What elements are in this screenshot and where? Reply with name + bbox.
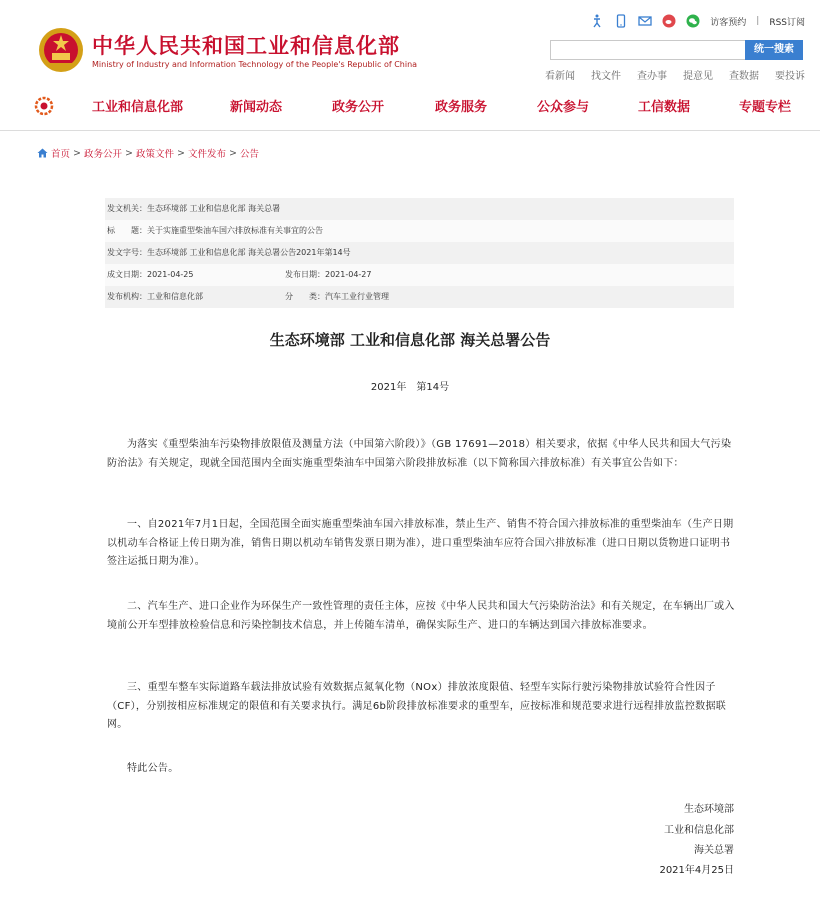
wechat-icon[interactable]	[686, 14, 700, 28]
signature-date: 2021年4月25日	[659, 865, 734, 876]
visit-appointment-link[interactable]: 访客预约	[710, 17, 747, 28]
nav-item-gov-services[interactable]: 政务服务	[435, 100, 488, 115]
breadcrumb-announcement[interactable]: 公告	[239, 149, 259, 160]
meta-row	[105, 220, 734, 242]
breadcrumb	[37, 146, 259, 160]
main-nav	[92, 96, 792, 116]
breadcrumb-separator: >	[73, 147, 81, 159]
paragraph-text: 为落实《重型柴油车污染物排放限值及测量方法（中国第六阶段）》（GB 17691—2018）相关要求，依据《中华人民共和国大气污染防治法》有关规定，现就全国范围内全面实施重型柴油车中国第六阶段排放标准（以下简称国六排放标准）有关事宜公告如下：	[107, 439, 732, 469]
home-icon[interactable]	[37, 148, 48, 158]
meta-row	[105, 198, 734, 220]
breadcrumb-gov-affairs[interactable]: 政务公开	[83, 149, 122, 160]
paragraph-text: 二、汽车生产、进口企业作为环保生产一致性管理的责任主体，应按《中华人民共和国大气污染防治法》和有关规定，在车辆出厂或入境前公开车型排放检验信息和污染控制技术信息，并上传随车清单，确保实际生产、进口的车辆达到国六排放标准要求。	[107, 601, 735, 631]
nav-item-news[interactable]: 新闻动态	[230, 100, 283, 115]
nav-item-data[interactable]: 工信数据	[638, 100, 691, 115]
site-header	[0, 0, 820, 131]
meta-row	[105, 264, 734, 286]
breadcrumb-policy[interactable]: 政策文件	[135, 149, 174, 160]
meta-created-date: 成文日期：2021-04-25	[107, 270, 194, 279]
nav-item-gov-affairs[interactable]: 政务公开	[332, 100, 385, 115]
emblem-icon	[38, 27, 84, 73]
top-toolbar	[590, 12, 805, 30]
meta-row	[105, 286, 734, 308]
breadcrumb-separator: >	[125, 147, 133, 159]
meta-title: 标 题：关于实施重型柴油车国六排放标准有关事宜的公告	[107, 226, 323, 235]
quick-link-complaint[interactable]: 要投诉	[775, 71, 805, 82]
site-title[interactable]: 中华人民共和国工业和信息化部	[92, 34, 400, 58]
signature-customs: 海关总署	[694, 845, 734, 856]
paragraph	[107, 679, 735, 735]
paragraph-text: 一、自2021年7月1日起，全国范围全面实施重型柴油车国六排放标准，禁止生产、销售不符合国六排放标准的重型柴油车（生产日期以机动车合格证上传日期为准，销售日期以机动车销售发票日期为准），进口重型柴油车应符合国六排放标准（进口日期以货物进口证明书签注运抵日期为准）。	[107, 519, 734, 567]
nav-item-participation[interactable]: 公众参与	[537, 100, 590, 115]
paragraph	[107, 436, 735, 473]
breadcrumb-home[interactable]: 首页	[51, 149, 71, 160]
paragraph	[107, 598, 735, 635]
document-number: 2021年 第14号	[370, 382, 450, 393]
rss-link[interactable]: RSS订阅	[769, 17, 805, 28]
quick-links	[545, 67, 805, 82]
paragraph-text: 三、重型车整车实际道路车载法排放试验有效数据点氮氧化物（NOx）排放浓度限值、轻型车实际行驶污染物排放试验符合性因子（CF），分别按相应标准规定的限值和有关要求执行。满足6b阶段排放标准要求的重型车，应按标准和规范要求进行远程排放监控数据联网。	[107, 682, 727, 730]
divider: |	[756, 16, 760, 26]
quick-link-files[interactable]: 找文件	[591, 71, 621, 82]
quick-link-news[interactable]: 看新闻	[545, 71, 575, 82]
paragraph-text: 特此公告。	[127, 763, 179, 774]
meta-category: 分 类：汽车工业行业管理	[285, 292, 389, 301]
breadcrumb-separator: >	[176, 147, 185, 159]
meta-doc-number: 发文字号：生态环境部 工业和信息化部 海关总署公告2021年第14号	[107, 248, 351, 257]
mobile-icon[interactable]	[614, 14, 628, 28]
accessibility-icon[interactable]	[590, 14, 604, 28]
search-input[interactable]	[550, 40, 746, 60]
site-subtitle: Ministry of Industry and Information Technology of the People's Republic of China	[92, 60, 418, 69]
signature-miit: 工业和信息化部	[664, 825, 734, 836]
search-button[interactable]: 统一搜索	[745, 40, 803, 60]
document-title: 生态环境部 工业和信息化部 海关总署公告	[269, 331, 551, 349]
meta-issuer: 发文机关：生态环境部 工业和信息化部 海关总署	[107, 204, 281, 213]
paragraph	[107, 516, 735, 572]
nav-item-topics[interactable]: 专题专栏	[739, 100, 792, 115]
paragraph	[107, 760, 735, 779]
meta-published-date: 发布日期：2021-04-27	[285, 270, 372, 279]
breadcrumb-releases[interactable]: 文件发布	[187, 149, 226, 160]
breadcrumb-separator: >	[228, 147, 237, 159]
meta-publisher: 发布机构：工业和信息化部	[107, 292, 203, 301]
meta-row	[105, 242, 734, 264]
quick-link-data[interactable]: 查数据	[729, 71, 759, 82]
weibo-icon[interactable]	[662, 14, 676, 28]
miit-logo-icon[interactable]	[34, 96, 54, 116]
signature-mee: 生态环境部	[684, 804, 734, 815]
nav-item-miit[interactable]: 工业和信息化部	[92, 100, 184, 115]
document-metadata	[105, 198, 734, 308]
quick-link-feedback[interactable]: 提意见	[683, 71, 713, 82]
mail-icon[interactable]	[638, 14, 652, 28]
quick-link-services[interactable]: 查办事	[637, 71, 667, 82]
